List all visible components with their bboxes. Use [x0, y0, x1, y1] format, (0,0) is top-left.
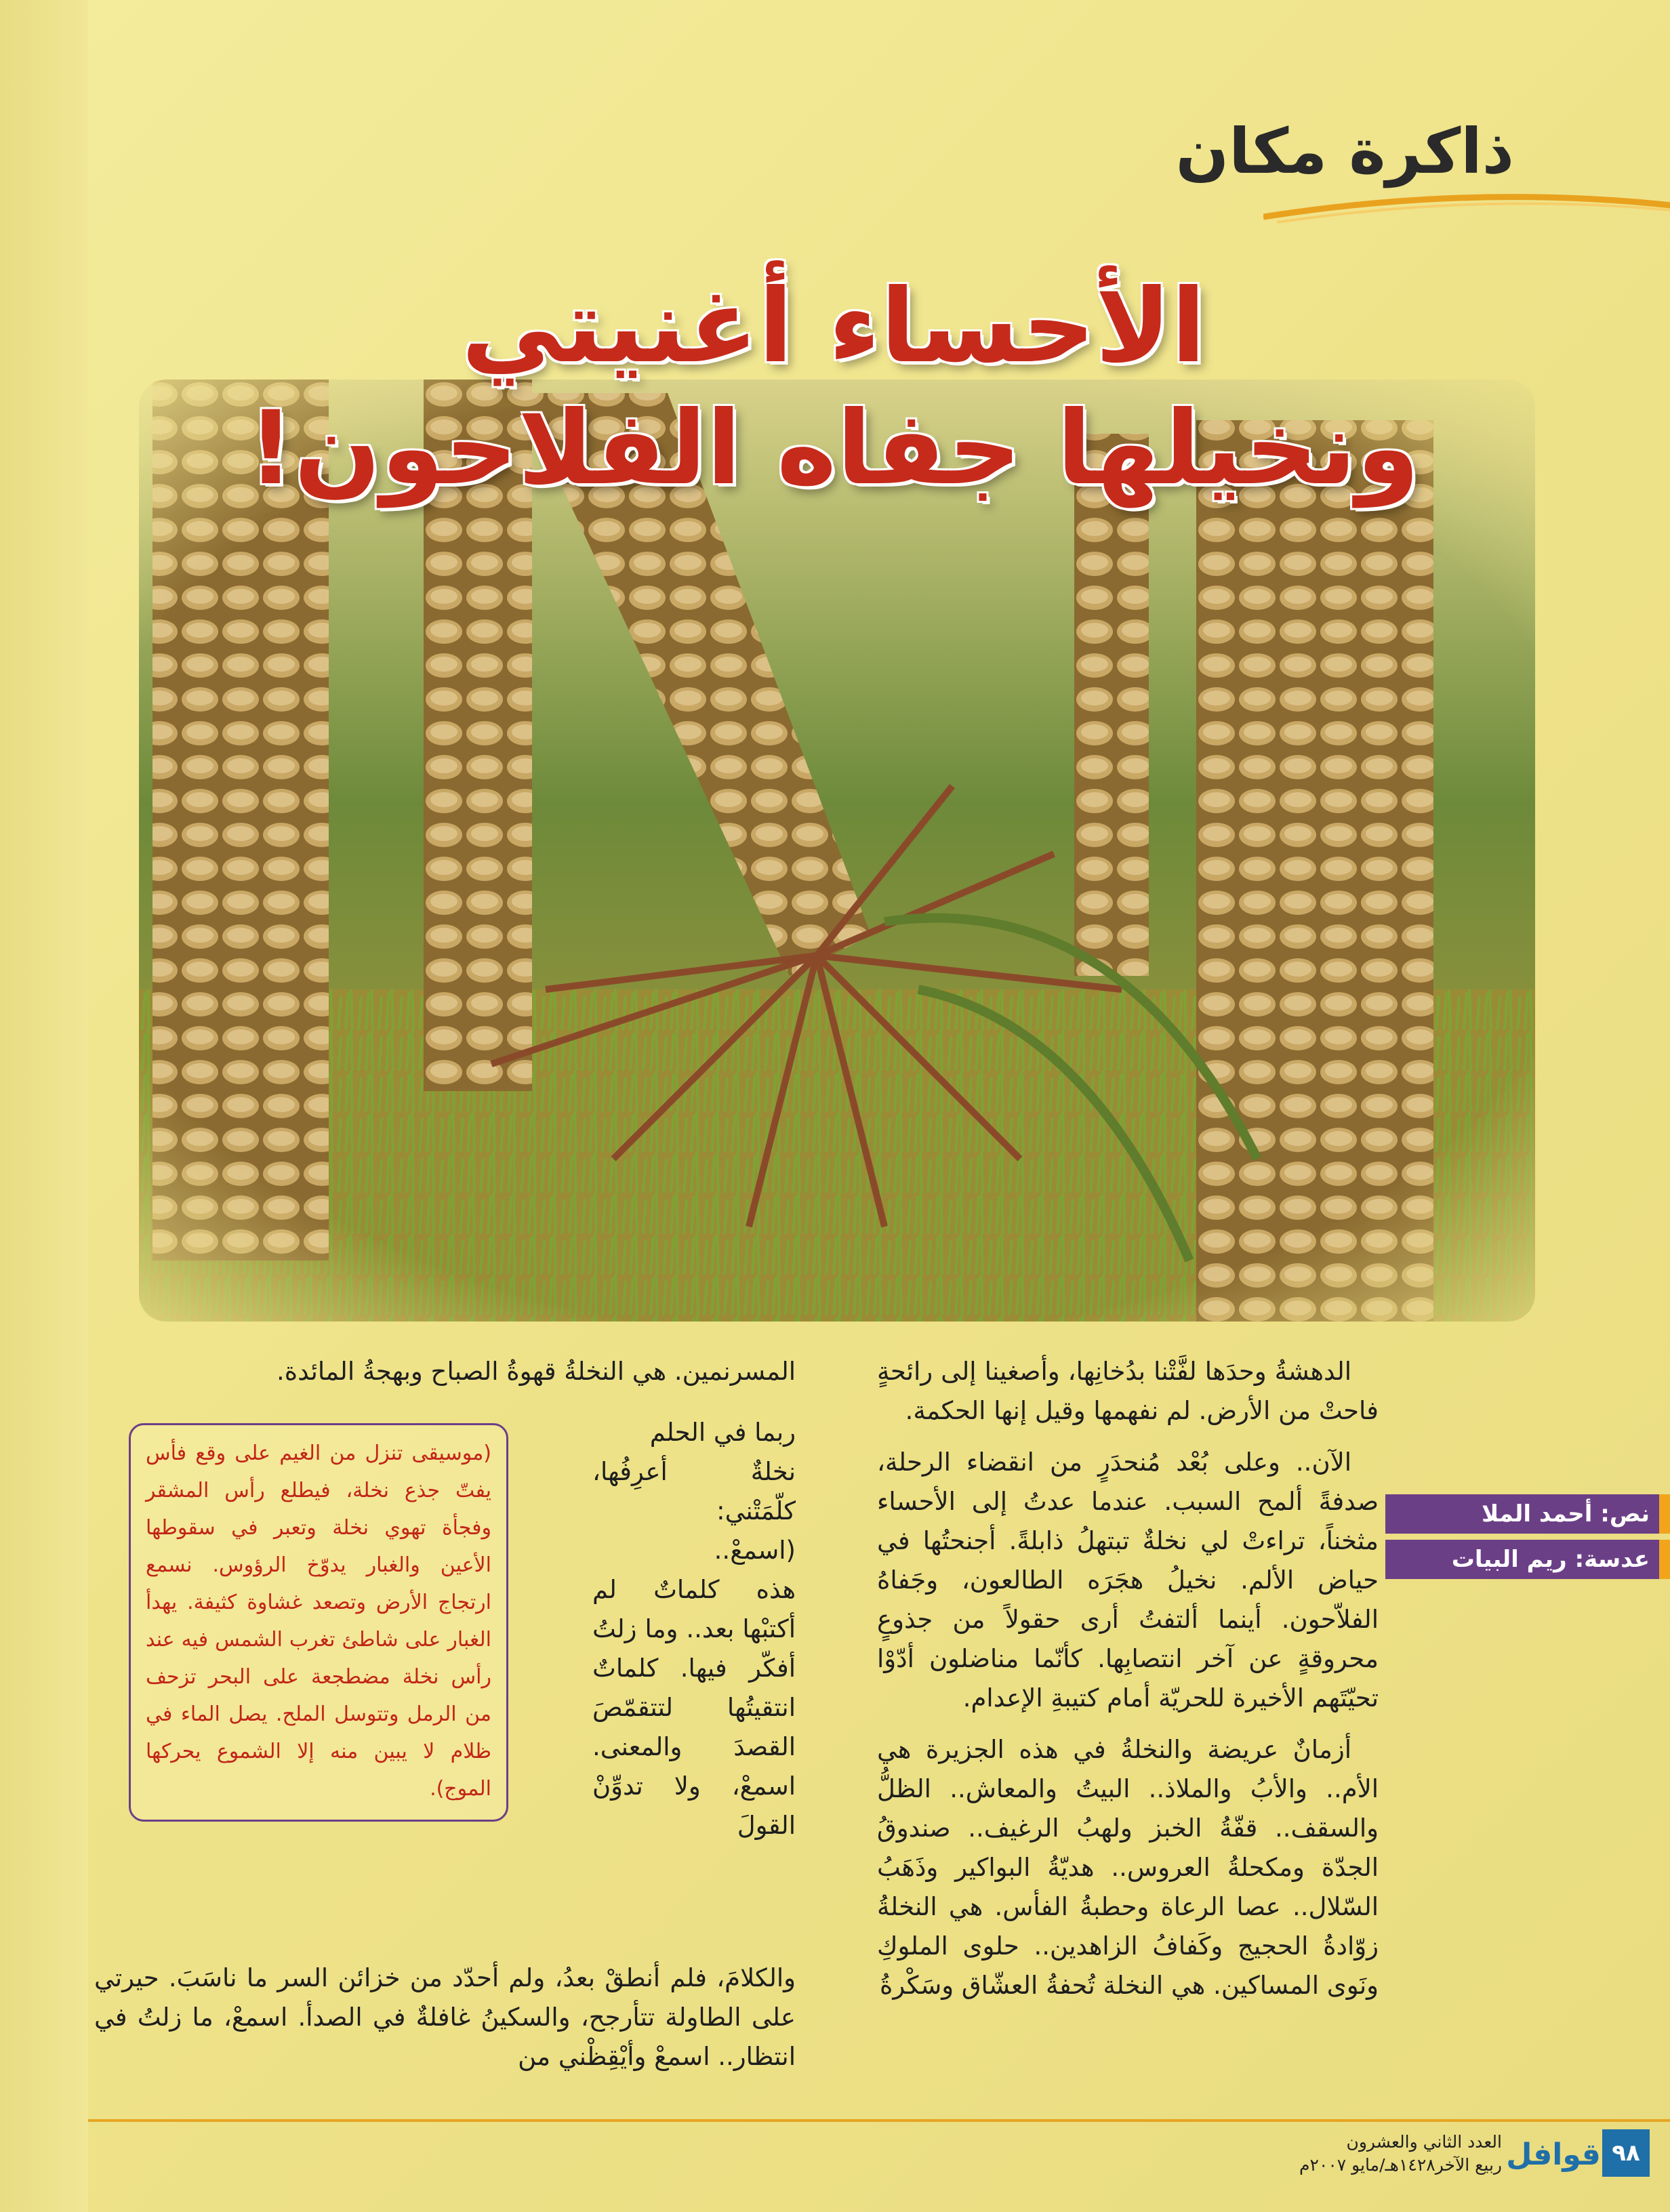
article-paragraph: الدهشةُ وحدَها لفَّتْنا بدُخانِها، وأصغينا إلى رائحةٍ فاحتْ من الأرض. لم نفهمها وقيل إنها الحكمة. — [877, 1357, 1379, 1425]
magazine-logo-text: قوافل — [1506, 2137, 1601, 2172]
footer-rule — [88, 2119, 1670, 2122]
page-margin — [0, 0, 88, 2212]
section-header — [1074, 115, 1589, 197]
poem-line: نخلةٌ أعرِفُها، كلّمَتْني: — [592, 1457, 796, 1525]
article-column-left-top — [94, 1352, 796, 1391]
photo-credit — [1385, 1540, 1670, 1579]
author-credit-text: نص: أحمد الملا — [1481, 1500, 1650, 1528]
author-credit — [1385, 1494, 1670, 1534]
page-number: ٩٨ — [1602, 2129, 1650, 2177]
article-paragraph: المسرنمين. هي النخلةُ قهوةُ الصباح وبهجةُ المائدة. — [277, 1357, 796, 1386]
credit-accent-bar — [1659, 1494, 1670, 1534]
headline-line-1: الأحساء أغنيتي — [461, 268, 1206, 386]
section-title: ذاكرة مكان — [1175, 115, 1514, 188]
article-paragraph: أزمانٌ عريضة والنخلةُ في هذه الجزيرة هي الأم.. والأبُ والملاذ.. البيتُ والمعاش.. الظلُّ والسقف.. قفّةُ الخبز ولهبُ الرغيف.. صندوقُ الجدّة ومكحلةُ العروس.. هديّةُ البواكير وذَهَبُ السّلال.. عصا الرعاة وحطبةُ الفأس. هي النخلةُ زوّادةُ الحجيج وكَفافُ الزاهدين.. حلوى الملوكِ ونَوى المساكين. هي النخلة تُحفةُ العشّاق وسَكْرةُ — [877, 1735, 1379, 2000]
article-paragraph: الآن.. وعلى بُعْد مُنحدَرٍ من انقضاء الرحلة، صدفةً ألمح السبب. عندما عدتُ إلى الأحساء مثخناً، تراءتْ لي نخلةٌ تبتهلُ ذابلةً. أجنحتُها في حياض الألم. نخيلُ هجَرَه الطالعون، وجَفاهُ الفلاّحون. أينما ألتفتُ أرى حقولاً من جذوعٍ محروقةٍ عن آخر انتصابِها. كأنّما مناضلون أدّوْا تحيّتَهم الأخيرة للحريّة أمام كتيبةِ الإعدام. — [877, 1448, 1379, 1713]
poem-line: ربما في الحلم — [649, 1418, 796, 1447]
pull-quote-text: (موسيقى تنزل من الغيم على وقع فأس يفتّ جذع نخلة، فيطلع رأس المشقر وفجأة تهوي نخلة وتعبر في سقوطها الأعين والغبار يدوّخ الرؤوس. نسمع ارتجاج الأرض وتصعد غشاوة كثيفة. يهدأ الغبار على شاطئ تغرب الشمس فيه عند رأس نخلة مضطجعة على البحر تزحف من الرمل وتتوسل الملح. يصل الماء في ظلام لا يبين منه إلا الشموع يحركها الموج). — [146, 1441, 491, 1801]
magazine-logo — [1506, 2128, 1601, 2182]
poem-line: (اسمعْ.. — [714, 1536, 796, 1565]
palm-trees-photo — [139, 380, 1535, 1322]
issue-info — [1299, 2131, 1502, 2177]
article-column-left-bottom — [94, 1959, 796, 2076]
headline-line-2: ونخيلها جفاه الفلاحون! — [247, 390, 1420, 508]
pull-quote-box — [129, 1423, 508, 1822]
poem-column — [592, 1413, 796, 1845]
photo-credit-text: عدسة: ريم البيات — [1451, 1546, 1650, 1573]
issue-date: ربيع الآخر١٤٢٨هـ/مايو ٢٠٠٧م — [1299, 2155, 1502, 2175]
issue-number: العدد الثاني والعشرون — [1346, 2132, 1502, 2152]
poem-line: هذه كلماتٌ لم أكتبْها بعد.. وما زلتُ أفكّر فيها. كلماتٌ انتقيتُها لتتقمّصَ القصدَ والمعنى. اسمعْ، ولا تدوِّنْ القولَ — [592, 1575, 796, 1840]
article-paragraph: والكلامَ، فلم أنطقْ بعدُ، ولم أحدّد من خزائن السر ما ناسَبَ. حيرتي على الطاولة تتأرجح، والسكينُ غافلةٌ في الصدأ. اسمعْ، ما زلتُ في انتظار.. اسمعْ وأيْقِظْني من — [94, 1963, 796, 2071]
credit-accent-bar — [1659, 1540, 1670, 1579]
article-column-right — [877, 1352, 1379, 2018]
